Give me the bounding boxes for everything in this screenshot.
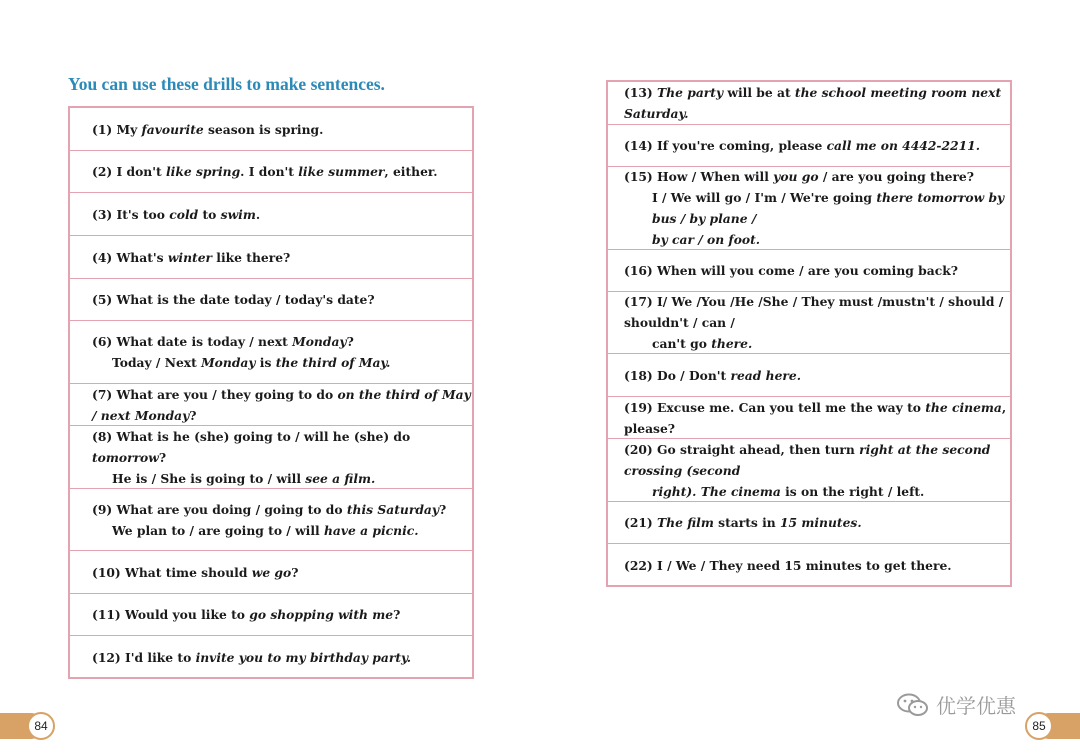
drill-text: (5) What is the date today / today's date? bbox=[92, 292, 375, 307]
drill-substitute-text: the third of May. bbox=[275, 355, 391, 370]
drill-line bbox=[92, 289, 472, 310]
drill-text: (16) When will you come / are you coming back? bbox=[624, 263, 958, 278]
drill-substitute-text: Monday bbox=[201, 355, 256, 370]
drill-row bbox=[608, 354, 1010, 397]
drill-text: starts in bbox=[713, 515, 780, 530]
drill-substitute-text: on the third of May / next Monday bbox=[92, 386, 471, 423]
left-drill-table bbox=[68, 106, 474, 679]
drill-row bbox=[608, 167, 1010, 250]
drill-row bbox=[70, 279, 472, 321]
drill-row bbox=[70, 193, 472, 236]
drill-substitute-text: go shopping with me bbox=[249, 607, 394, 622]
drill-row bbox=[70, 426, 472, 489]
drill-row bbox=[70, 636, 472, 678]
drill-line bbox=[92, 352, 472, 373]
drill-substitute-text: we go bbox=[251, 564, 292, 580]
drill-substitute-text: tomorrow bbox=[92, 449, 159, 465]
drill-substitute-text: there. bbox=[711, 336, 753, 351]
drill-substitute-text: invite you to my birthday party. bbox=[195, 649, 412, 665]
drill-text: (20) Go straight ahead, then turn bbox=[624, 441, 860, 457]
drill-text: , please? bbox=[624, 399, 1007, 436]
drill-text: (8) What is he (she) going to / will he (she) do bbox=[92, 428, 411, 444]
drill-text: (12) I'd like to bbox=[92, 649, 196, 665]
drill-text: (7) What are you / they going to do bbox=[92, 386, 338, 402]
drill-substitute-text: The film bbox=[657, 515, 714, 530]
drill-row bbox=[608, 544, 1010, 586]
drill-substitute-text: swim bbox=[220, 206, 256, 222]
drill-row bbox=[608, 125, 1010, 167]
drill-line bbox=[624, 82, 1010, 124]
drill-substitute-text: the school meeting room next Saturday. bbox=[624, 85, 1002, 121]
drill-text: like there? bbox=[212, 249, 291, 265]
drill-row bbox=[70, 551, 472, 594]
drill-line bbox=[624, 365, 1010, 386]
drill-text: (1) My bbox=[92, 121, 142, 137]
drill-text: can't go bbox=[652, 336, 712, 351]
drill-row bbox=[608, 439, 1010, 502]
drill-substitute-text: this Saturday bbox=[346, 501, 440, 517]
watermark bbox=[896, 690, 1016, 719]
drill-substitute-text: like summer bbox=[298, 164, 385, 179]
drill-substitute-text: you go bbox=[773, 169, 819, 184]
drill-substitute-text: The party bbox=[657, 85, 724, 100]
drill-substitute-text: there tomorrow by bus / by plane / bbox=[652, 190, 1005, 226]
right-drill-table bbox=[606, 80, 1012, 587]
drill-text: (21) bbox=[624, 515, 658, 530]
drill-line bbox=[624, 291, 1010, 333]
drill-substitute-text: the cinema bbox=[925, 399, 1002, 415]
drill-line bbox=[92, 161, 472, 182]
drill-text: (14) If you're coming, please bbox=[624, 138, 827, 153]
drill-row bbox=[608, 502, 1010, 544]
drill-line bbox=[624, 260, 1010, 281]
drill-text: season is spring. bbox=[203, 121, 324, 137]
drill-row bbox=[608, 82, 1010, 125]
page-number-left: 84 bbox=[27, 712, 55, 740]
drill-text: (15) How / When will bbox=[624, 169, 774, 184]
drill-line bbox=[92, 647, 472, 668]
drill-text: (19) Excuse me. Can you tell me the way to bbox=[624, 399, 926, 415]
page-number-right: 85 bbox=[1025, 712, 1053, 740]
drill-text: ? bbox=[189, 407, 197, 423]
drill-line bbox=[624, 555, 1010, 576]
drill-text: (2) I don't bbox=[92, 164, 166, 179]
drill-text: . I don't bbox=[240, 164, 299, 179]
drill-substitute-text: right at the second crossing (second bbox=[624, 441, 991, 478]
drill-line bbox=[92, 384, 472, 426]
drill-line bbox=[92, 604, 472, 625]
drill-text: ? bbox=[346, 334, 354, 349]
drill-line bbox=[624, 481, 1010, 502]
drill-text: ? bbox=[439, 501, 447, 517]
drill-text: (6) What date is today / next bbox=[92, 334, 293, 349]
drill-line bbox=[624, 439, 1010, 481]
drill-text: ? bbox=[393, 607, 401, 622]
drill-row bbox=[608, 292, 1010, 354]
drill-text: , either. bbox=[384, 164, 438, 179]
drill-text: (13) bbox=[624, 85, 658, 100]
drill-row bbox=[70, 151, 472, 193]
drill-substitute-text: see a film. bbox=[305, 470, 376, 486]
drill-text: (11) Would you like to bbox=[92, 607, 250, 622]
drill-text: (18) Do / Don't bbox=[624, 367, 731, 383]
drill-row bbox=[70, 594, 472, 636]
drill-text: I / We will go / I'm / We're going bbox=[652, 190, 877, 205]
drill-line bbox=[624, 333, 1010, 354]
drill-line bbox=[92, 468, 472, 489]
drill-text: Today / Next bbox=[112, 355, 202, 370]
drill-substitute-text: have a picnic. bbox=[323, 522, 419, 538]
drill-text: will be at bbox=[723, 85, 795, 100]
drill-line bbox=[92, 331, 472, 352]
drill-text: (17) I/ We /You /He /She / They must /mustn't / should / shouldn't / can / bbox=[624, 294, 1004, 330]
drill-text: (9) What are you doing / going to do bbox=[92, 501, 347, 517]
drill-text: We plan to / are going to / will bbox=[112, 522, 324, 538]
drill-line bbox=[92, 247, 472, 268]
drill-line bbox=[624, 166, 1010, 187]
drill-line bbox=[92, 119, 472, 140]
section-heading: You can use these drills to make sentences. bbox=[68, 74, 385, 94]
drill-row bbox=[70, 489, 472, 551]
drill-text: (22) I / We / They need 15 minutes to get there. bbox=[624, 557, 952, 573]
drill-text: (10) What time should bbox=[92, 564, 252, 580]
drill-text: . bbox=[255, 206, 261, 222]
drill-text: to bbox=[198, 206, 221, 222]
drill-text: / are you going there? bbox=[818, 169, 974, 184]
drill-text: (3) It's too bbox=[92, 206, 170, 222]
drill-row bbox=[70, 384, 472, 426]
drill-text: is bbox=[255, 355, 276, 370]
wechat-icon bbox=[896, 692, 930, 718]
drill-substitute-text: favourite bbox=[141, 121, 204, 137]
drill-substitute-text: like spring bbox=[165, 164, 241, 179]
drill-text: is on the right / left. bbox=[780, 483, 925, 499]
drill-line bbox=[624, 512, 1010, 533]
drill-row bbox=[608, 250, 1010, 292]
drill-line bbox=[92, 499, 472, 520]
drill-text: ? bbox=[158, 449, 167, 465]
drill-row bbox=[70, 236, 472, 279]
drill-substitute-text: winter bbox=[167, 249, 213, 265]
drill-row bbox=[70, 321, 472, 384]
drill-line bbox=[92, 204, 472, 225]
drill-line bbox=[624, 135, 1010, 156]
drill-line bbox=[92, 562, 472, 583]
drill-line bbox=[624, 229, 1010, 250]
drill-substitute-text: by car / on foot. bbox=[652, 232, 761, 247]
drill-row bbox=[608, 397, 1010, 439]
drill-substitute-text: call me on 4442-2211. bbox=[826, 138, 981, 153]
drill-substitute-text: right). The cinema bbox=[652, 483, 781, 499]
drill-row bbox=[70, 108, 472, 151]
drill-line bbox=[92, 520, 472, 541]
drill-substitute-text: cold bbox=[169, 206, 199, 222]
drill-line bbox=[92, 426, 472, 468]
drill-substitute-text: read here. bbox=[730, 367, 801, 383]
drill-substitute-text: 15 minutes. bbox=[779, 515, 862, 530]
drill-text: (4) What's bbox=[92, 249, 168, 265]
drill-text: He is / She is going to / will bbox=[112, 470, 306, 486]
watermark-text: 优学优惠 bbox=[936, 694, 1016, 718]
drill-line bbox=[624, 187, 1010, 229]
drill-substitute-text: Monday bbox=[292, 334, 347, 349]
drill-text: ? bbox=[291, 564, 299, 580]
drill-line bbox=[624, 397, 1010, 439]
